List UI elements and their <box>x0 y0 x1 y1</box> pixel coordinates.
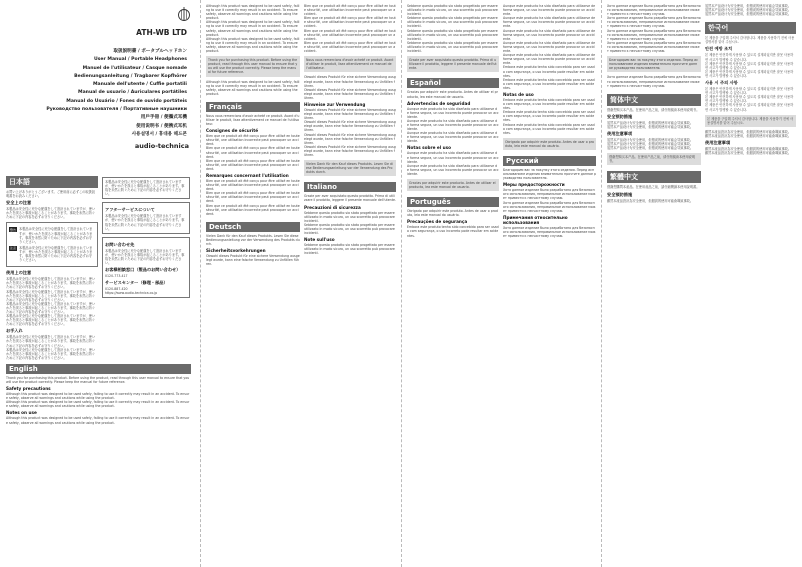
spanish-note-text: Gracias por adquirir este producto. Antes de utilizar el producto, lea este manual de usuario. <box>409 181 496 190</box>
chinese-simplified-cont-3: 虽然本产品设计为安全使用，但错误的使用可能会导致事故。 <box>705 12 792 17</box>
manual-title: 取扱説明書 / ポータブルヘッドホン <box>113 49 187 54</box>
italian-cont-2: Sebbene questo prodotto sia stato progettato per essere utilizzato in modo sicuro, un uso scorretto può provocare incidenti. <box>407 16 498 29</box>
japanese-intro: お買い上げありがとうございます。ご使用前に必ずこの取扱説明書をお読みください。 <box>6 190 95 199</box>
italian-heading: Italiano <box>304 182 396 192</box>
inquiry-customer-title: お客様相談窓口（製品のお問い合わせ） <box>105 267 181 273</box>
manual-title: Руководство пользователя / Портативные наушники <box>46 107 187 113</box>
korean-notes-text: 본 제품은 안전하게 사용할 수 있도록 설계되었지만 잘못 사용하면 사고가 발생할 수 있습니다. <box>705 87 794 96</box>
french-note-text: Nous vous remercions d'avoir acheté ce produit. Avant d'utiliser le produit, lisez attentivement ce manuel de l'utilisateur. <box>306 58 394 71</box>
spanish-notes-text-2: Aunque este producto ha sido diseñado para utilizarse de forma segura, un uso incorrecto puede provocar un accidente. <box>407 163 499 176</box>
spanish-notes-text: Aunque este producto ha sido diseñado para utilizarse de forma segura, un uso incorrecto puede provocar un accidente. <box>407 151 499 164</box>
japanese-usage-text-3: 本製品は安全性に充分な配慮をして設計されていますが、使いかたを誤ると事故が起こることがあります。事故を未然に防ぐために下記の内容を必ずお守りください。 <box>6 301 96 314</box>
warning-box <box>6 222 98 267</box>
french-heading: Français <box>206 102 300 112</box>
russian-cont-3: Хотя данное изделие было разработано для безопасного использования, неправильное использование может привести к несчастному случаю. <box>607 28 701 41</box>
portuguese-safety-title: Precauções de segurança <box>407 219 468 225</box>
french-cont-4: Bien que ce produit ait été conçu pour être utilisé en toute sécurité, une utilisation incorrecte peut provoquer un accident. <box>304 40 396 54</box>
german-safety-title: Sicherheitsvorkehrungen <box>206 248 266 254</box>
korean-notes-text-3: 본 제품은 안전하게 사용할 수 있도록 설계되었지만 잘못 사용하면 사고가 발생할 수 있습니다. <box>705 103 794 112</box>
inquiry-text: 本製品は安全性に充分な配慮をして設計されていますが、使いかたを誤ると事故が起こることがあります。事故を未然に防ぐために下記の内容を必ずお守りください。 <box>105 248 185 266</box>
japanese-care-title: お手入れ <box>6 328 23 334</box>
german-notes-text-3: Obwohl dieses Produkt für eine sichere Verwendung ausgelegt wurde, kann eine falsche Verwendung zu Unfällen führen. <box>304 132 396 145</box>
french-cont-2: Bien que ce produit ait été conçu pour être utilisé en toute sécurité, une utilisation incorrecte peut provoquer un accident. <box>304 16 396 29</box>
japanese-note-box <box>102 177 190 199</box>
japanese-care-text-2: 本製品は安全性に充分な配慮をして設計されていますが、使いかたを誤ると事故が起こることがあります。事故を未然に防ぐために下記の内容を必ずお守りください。 <box>6 347 96 360</box>
russian-heading: Русский <box>503 156 596 166</box>
italian-note-box <box>407 56 499 72</box>
manual-title: 使用说明书 / 便携式耳机 <box>136 123 187 129</box>
italian-intro: Grazie per aver acquistato questo prodotto. Prima di utilizzare il prodotto, leggere il presente manuale dell'utente. <box>304 194 396 203</box>
inquiry-box <box>102 237 190 299</box>
portuguese-cont-2: Embora este produto tenha sido concebido para ser usado com segurança, o uso incorreto pode resultar em acidentes. <box>503 77 595 90</box>
portuguese-heading: Português <box>407 197 499 207</box>
fold-line <box>200 0 201 567</box>
italian-safety-title: Precauzioni di sicurezza <box>304 204 361 210</box>
german-heading: Deutsch <box>206 222 300 232</box>
russian-cont-2: Хотя данное изделие было разработано для безопасного использования, неправильное использование может привести к несчастному случаю. <box>607 16 701 29</box>
chinese-traditional-safety-title: 安全預防措施 <box>607 191 633 197</box>
portuguese-cont: Embora este produto tenha sido concebido para ser usado com segurança, o uso incorreto pode resultar em acidentes. <box>503 65 595 78</box>
manual-titles <box>12 48 187 139</box>
chinese-simplified-safety-text-2: 虽然本产品设计为安全使用，但错误的使用可能会导致事故。 <box>607 124 694 129</box>
spanish-cont-2: Aunque este producto ha sido diseñado para utilizarse de forma segura, un uso incorrecto puede provocar un accidente. <box>503 16 596 29</box>
after-service-text: 本製品は安全性に充分な配慮をして設計されていますが、使いかたを誤ると事故が起こることがあります。事故を未然に防ぐために下記の内容を必ずお守りください。 <box>105 214 185 231</box>
english-heading: English <box>6 364 191 374</box>
chinese-simplified-cont: 虽然本产品设计为安全使用，但错误的使用可能会导致事故。 <box>705 4 792 8</box>
russian-notes-title: Примечания относительно использования <box>503 214 568 225</box>
chinese-simplified-notes-text: 虽然本产品设计为安全使用，但错误的使用可能会导致事故。 <box>607 137 694 142</box>
cover-area <box>6 4 191 164</box>
korean-notes-title: 사용 시 주의 사항 <box>705 80 738 86</box>
after-service-box <box>102 202 190 233</box>
japanese-note-text: 本製品は安全性に充分な配慮をして設計されていますが、使いかたを誤ると事故が起こることがあります。事故を未然に防ぐために下記の内容を必ずお守りください。 <box>105 180 185 197</box>
french-safety-text: Bien que ce produit ait été conçu pour être utilisé en toute sécurité, une utilisation incorrecte peut provoquer un accident. <box>206 134 300 147</box>
spanish-cont: Aunque este producto ha sido diseñado para utilizarse de forma segura, un uso incorrecto puede provocar un accidente. <box>503 4 596 17</box>
english-note-text: Thank you for purchasing this product. Before using the product, read through this user manual to ensure that you will use the product correctly. Please keep the manual for future reference. <box>208 58 298 75</box>
portuguese-notes-text: Embora este produto tenha sido concebido para ser usado com segurança, o uso incorreto pode resultar em acidentes. <box>503 97 595 111</box>
korean-heading: 한국어 <box>705 22 796 34</box>
japanese-usage-text-4: 本製品は安全性に充分な配慮をして設計されていますが、使いかたを誤ると事故が起こることがあります。事故を未然に防ぐために下記の内容を必ずお守りください。 <box>6 314 96 327</box>
italian-cont: Sebbene questo prodotto sia stato progettato per essere utilizzato in modo sicuro, un uso scorretto può provocare incidenti. <box>407 4 498 17</box>
spanish-safety-text: Aunque este producto ha sido diseñado para utilizarse de forma segura, un uso incorrecto puede provocar un accidente. <box>407 106 499 119</box>
russian-safety-text-2: Хотя данное изделие было разработано для безопасного использования, неправильное использование может привести к несчастному случаю. <box>503 200 596 213</box>
english-notes-cont-4: Although this product was designed to be used safely, failing to use it correctly may result in an accident. To ensure safety, observe all warnings and cautions while using the product. <box>206 79 300 96</box>
german-note-box <box>304 160 396 176</box>
manual-title: Manual do Usuário / Fones de ouvido portáteis <box>66 98 187 104</box>
japanese-usage-text: 本製品は安全性に充分な配慮をして設計されていますが、使いかたを誤ると事故が起こることがあります。事故を未然に防ぐために下記の内容を必ずお守りください。 <box>6 277 96 290</box>
french-notes-title: Remarques concernant l'utilisation <box>206 173 289 178</box>
english-notes-title: Notes on use <box>6 410 37 416</box>
french-note-box <box>304 56 396 72</box>
german-notes-title: Hinweise zur Verwendung <box>304 101 366 107</box>
chinese-simplified-note-text: 感谢您购买本产品。在使用产品之前，请仔细阅读本使用说明书。 <box>609 155 696 164</box>
korean-note-box <box>705 115 796 127</box>
brand-name: audio-technica <box>134 142 189 150</box>
korean-notes-text-2: 본 제품은 안전하게 사용할 수 있도록 설계되었지만 잘못 사용하면 사고가 발생할 수 있습니다. <box>705 95 794 104</box>
korean-safety-text-3: 본 제품은 안전하게 사용할 수 있도록 설계되었지만 잘못 사용하면 사고가 발생할 수 있습니다. <box>705 69 794 78</box>
caution-text: 本製品は安全性に充分な配慮をして設計されていますが、使いかたを誤ると事故が起こることがあります。事故を未然に防ぐために下記の内容を必ずお守りください。 <box>19 245 93 263</box>
french-cont-3: Bien que ce produit ait été conçu pour être utilisé en toute sécurité, une utilisation incorrecte peut provoquer un accident. <box>304 28 396 41</box>
spanish-note-box <box>407 179 499 191</box>
japanese-usage-title: 使用上の注意 <box>6 270 32 276</box>
portuguese-notes-text-2: Embora este produto tenha sido concebido para ser usado com segurança, o uso incorreto pode resultar em acidentes. <box>503 110 595 123</box>
russian-note-text: Благодарим вас за покупку этого изделия. Перед использованием изделия внимательно прочтите данное руководство пользователя. <box>609 58 699 71</box>
german-notes-text-4: Obwohl dieses Produkt für eine sichere Verwendung ausgelegt wurde, kann eine falsche Verwendung zu Unfällen führen. <box>304 144 396 157</box>
japanese-heading: 日本語 <box>6 176 98 188</box>
italian-notes-title: Note sull'uso <box>304 237 335 243</box>
chinese-simplified-intro: 感谢您购买本产品。在使用产品之前，请仔细阅读本使用说明书。 <box>607 107 700 112</box>
spanish-cont-4: Aunque este producto ha sido diseñado para utilizarse de forma segura, un uso incorrecto puede provocar un accidente. <box>503 40 596 54</box>
chinese-traditional-cont: 雖然本產品設計為安全使用，但錯誤的使用可能會導致事故。 <box>705 129 792 134</box>
manual-title: Manual de usuario / Auriculares portátiles <box>78 90 187 96</box>
spanish-cont-3: Aunque este producto ha sido diseñado para utilizarse de forma segura, un uso incorrecto puede provocar un accidente. <box>503 28 596 41</box>
panel-spanish-portuguese <box>403 0 600 567</box>
japanese-usage-text-2: 本製品は安全性に充分な配慮をして設計されていますが、使いかたを誤ると事故が起こることがあります。事故を未然に防ぐために下記の内容を必ずお守りください。 <box>6 289 96 302</box>
japanese-safety-title: 安全上の注意 <box>6 200 32 206</box>
german-intro: Vielen Dank für den Kauf dieses Produkts. Lesen Sie diese Bedienungsanleitung vor der Verwendung des Produkts durch. <box>206 233 300 247</box>
french-safety-title: Consignes de sécurité <box>206 128 259 134</box>
warning-text: 本製品は安全性に充分な配慮をして設計されていますが、使いかたを誤ると事故が起こることがあります。事故を未然に防ぐために下記の内容を必ずお守りください。 <box>19 227 93 244</box>
spanish-safety-text-3: Aunque este producto ha sido diseñado para utilizarse de forma segura, un uso incorrecto puede provocar un accidente. <box>407 131 499 144</box>
korean-note-text: 본 제품을 구입해 주셔서 감사합니다. 제품을 사용하기 전에 사용설명서를 읽어 주십시오. <box>707 116 794 125</box>
chinese-traditional-heading: 繁體中文 <box>607 171 701 183</box>
caution-icon: 注意 <box>10 246 17 251</box>
inquiry-phone: 0120-773-417 <box>105 274 128 279</box>
chinese-simplified-notes-text-2: 虽然本产品设计为安全使用，但错误的使用可能会导致事故。 <box>607 142 694 147</box>
french-notes-text: Bien que ce produit ait été conçu pour être utilisé en toute sécurité, une utilisation incorrecte peut provoquer un accident. <box>206 179 300 192</box>
english-safety-text: Although this product was designed to be used safely, failing to use it correctly may result in an accident. To ensure safety, observe all warnings and cautions while using the product. <box>6 392 190 401</box>
russian-notes-text: Хотя данное изделие было разработано для безопасного использования, неправильное использование может привести к несчастному случаю. <box>503 225 596 239</box>
german-note-text: Vielen Dank für den Kauf dieses Produkts. Lesen Sie diese Bedienungsanleitung vor der Verwendung des Produkts durch. <box>306 162 393 175</box>
portuguese-note-text: Obrigado por adquirir este produto. Antes de usar o produto, leia este manual do usuário. <box>505 139 594 148</box>
german-notes-text-2: Obwohl dieses Produkt für eine sichere Verwendung ausgelegt wurde, kann eine falsche Verwendung zu Unfällen führen. <box>304 120 396 133</box>
english-safety-title: Safety precautions <box>6 386 51 392</box>
russian-safety-title: Меры предосторожности <box>503 182 565 188</box>
chinese-simplified-notes-title: 使用注意事项 <box>607 130 633 136</box>
english-notes-cont-2: Although this product was designed to be used safely, failing to use it correctly may result in an accident. To ensure safety, observe all warnings and cautions while using the product. <box>206 20 300 37</box>
korean-safety-text: 본 제품은 안전하게 사용할 수 있도록 설계되었지만 잘못 사용하면 사고가 발생할 수 있습니다. <box>705 53 794 62</box>
korean-safety-text-2: 본 제품은 안전하게 사용할 수 있도록 설계되었지만 잘못 사용하면 사고가 발생할 수 있습니다. <box>705 61 794 70</box>
spanish-safety-title: Advertencias de seguridad <box>407 100 471 106</box>
russian-cont-4: Хотя данное изделие было разработано для безопасного использования, неправильное использование может привести к несчастному случаю. <box>607 40 701 54</box>
german-safety-text: Obwohl dieses Produkt für eine sichere Verwendung ausgelegt wurde, kann eine falsche Verwendung zu Unfällen führen. <box>206 254 300 267</box>
spanish-intro: Gracias por adquirir este producto. Antes de utilizar el producto, lea este manual de usuario. <box>407 90 498 99</box>
chinese-simplified-heading: 简体中文 <box>607 94 701 106</box>
english-notes-text: Although this product was designed to be used safely, failing to use it correctly may result in an accident. To ensure safety, observe all warnings and cautions while using the product. <box>6 416 190 425</box>
english-note-box <box>206 56 300 76</box>
fold-line <box>601 0 602 567</box>
japanese-safety-text: 本製品は安全性に充分な配慮をして設計されていますが、使いかたを誤ると事故が起こることがあります。事故を未然に防ぐために下記の内容を必ずお守りください。 <box>6 207 96 220</box>
portuguese-safety-text: Embora este produto tenha sido concebido para ser usado com segurança, o uso incorreto pode resultar em acidentes. <box>407 225 499 238</box>
italian-note-text: Grazie per aver acquistato questo prodotto. Prima di utilizzare il prodotto, leggere il presente manuale dell'utente. <box>409 58 497 71</box>
model-number: ATH-WB LTD <box>136 28 187 37</box>
french-safety-text-2: Bien que ce produit ait été conçu pour être utilisé en toute sécurité, une utilisation incorrecte peut provoquer un accident. <box>206 146 300 159</box>
inquiry-url: https://www.audio-technica.co.jp <box>105 291 158 296</box>
spanish-notes-title: Notas sobre el uso <box>407 145 451 151</box>
english-intro: Thank you for purchasing this product. Before using the product, read through this user manual to ensure that you will use the product correctly. Please keep the manual for future reference. <box>6 375 190 384</box>
portuguese-notes-text-3: Embora este produto tenha sido concebido para ser usado com segurança, o uso incorreto pode resultar em acidentes. <box>503 122 595 135</box>
russian-note-box <box>607 56 701 72</box>
chinese-traditional-notes-title: 使用注意事項 <box>705 139 731 145</box>
inquiry-phone-2: 0120-887-420 <box>105 287 128 292</box>
italian-safety-text: Sebbene questo prodotto sia stato progettato per essere utilizzato in modo sicuro, un uso scorretto può provocare incidenti. <box>304 210 395 223</box>
manual-title: 사용설명서 / 휴대용 헤드폰 <box>131 131 187 137</box>
panel-french-german <box>202 0 400 567</box>
spanish-cont-5: Aunque este producto ha sido diseñado para utilizarse de forma segura, un uso incorrecto puede provocar un accidente. <box>503 53 596 66</box>
warning-icon: 警告 <box>10 227 17 232</box>
korean-intro: 본 제품을 구입해 주셔서 감사합니다. 제품을 사용하기 전에 사용설명서를 읽어 주십시오. <box>705 36 795 45</box>
manual-title: Bedienungsanleitung / Tragbarer Kopfhörer <box>74 73 187 79</box>
fold-line <box>401 0 402 567</box>
chinese-simplified-notes-text-3: 虽然本产品设计为安全使用，但错误的使用可能会导致事故。 <box>607 146 694 151</box>
french-intro: Nous vous remercions d'avoir acheté ce produit. Avant d'utiliser le produit, lisez attentivement ce manuel de l'utilisateur. <box>206 113 300 127</box>
german-cont-2: Obwohl dieses Produkt für eine sichere Verwendung ausgelegt wurde, kann eine falsche Verwendung zu Unfällen führen. <box>304 87 396 100</box>
italian-notes-text: Sebbene questo prodotto sia stato progettato per essere utilizzato in modo sicuro, un uso scorretto può provocare incidenti. <box>304 243 395 256</box>
manual-title: Manuel de l'utilisateur / Casque nomade <box>82 65 187 71</box>
portuguese-note-box <box>503 138 596 150</box>
french-cont: Bien que ce produit ait été conçu pour être utilisé en toute sécurité, une utilisation incorrecte peut provoquer un accident. <box>304 4 396 17</box>
chinese-traditional-cont-2: 雖然本產品設計為安全使用，但錯誤的使用可能會導致事故。 <box>705 133 792 138</box>
english-notes-cont: Although this product was designed to be used safely, failing to use it correctly may result in an accident. To ensure safety, observe all warnings and cautions while using the product. <box>206 4 300 21</box>
french-safety-text-3: Bien que ce produit ait été conçu pour être utilisé en toute sécurité, une utilisation incorrecte peut provoquer un accident. <box>206 158 300 171</box>
japanese-care-text: 本製品は安全性に充分な配慮をして設計されていますが、使いかたを誤ると事故が起こることがあります。事故を未然に防ぐために下記の内容を必ずお守りください。 <box>6 335 96 348</box>
italian-cont-3: Sebbene questo prodotto sia stato progettato per essere utilizzato in modo sicuro, un uso scorretto può provocare incidenti. <box>407 28 498 41</box>
russian-intro: Благодарим вас за покупку этого изделия. Перед использованием изделия внимательно прочтите данное руководство пользователя. <box>503 168 596 181</box>
russian-cont: Хотя данное изделие было разработано для безопасного использования, неправильное использование может привести к несчастному случаю. <box>607 4 701 17</box>
manual-title: User Manual / Portable Headphones <box>93 57 187 63</box>
manual-title: 用戶手冊 / 便攜式耳機 <box>140 115 187 121</box>
chinese-traditional-notes-text: 雖然本產品設計為安全使用，但錯誤的使用可能會導致事故。 <box>705 146 792 151</box>
inquiry-service-title: サービスセンター（修理・部品） <box>105 280 168 286</box>
chinese-traditional-safety-text: 雖然本產品設計為安全使用，但錯誤的使用可能會導致事故。 <box>607 198 694 203</box>
chinese-simplified-cont-2: 虽然本产品设计为安全使用，但错误的使用可能会导致事故。 <box>705 8 792 13</box>
russian-cont-5: Хотя данное изделие было разработано для безопасного использования, неправильное использование может привести к несчастному случаю. <box>607 75 701 88</box>
italian-cont-4: Sebbene questo prodotto sia stato progettato per essere utilizzato in modo sicuro, un uso scorretto può provocare incidenti. <box>407 40 498 54</box>
chinese-simplified-safety-title: 安全预防措施 <box>607 113 633 119</box>
french-notes-text-2: Bien que ce produit ait été conçu pour être utilisé en toute sécurité, une utilisation incorrecte peut provoquer un accident. <box>206 191 300 204</box>
chinese-traditional-notes-text-2: 雖然本產品設計為安全使用，但錯誤的使用可能會導致事故。 <box>705 151 792 156</box>
manual-title: Manuale dell'utente / Cuffie portatili <box>92 82 187 88</box>
chinese-simplified-safety-text: 虽然本产品设计为安全使用，但错误的使用可能会导致事故。 <box>607 120 694 125</box>
panel-asian-languages <box>603 0 800 567</box>
portuguese-notes-title: Notas de uso <box>503 91 534 97</box>
audio-technica-logo-icon <box>177 6 191 22</box>
spanish-safety-text-2: Aunque este producto ha sido diseñado para utilizarse de forma segura, un uso incorrecto puede provocar un accidente. <box>407 118 499 132</box>
german-notes-text: Obwohl dieses Produkt für eine sichere Verwendung ausgelegt wurde, kann eine falsche Verwendung zu Unfällen führen. <box>304 107 396 121</box>
russian-safety-text: Хотя данное изделие было разработано для безопасного использования, неправильное использование может привести к несчастному случаю. <box>503 188 596 201</box>
spanish-heading: Español <box>407 78 499 88</box>
chinese-simplified-note-box <box>607 153 701 165</box>
english-safety-text-2: Although this product was designed to be used safely, failing to use it correctly may result in an accident. To ensure safety, observe all warnings and cautions while using the product. <box>6 400 190 409</box>
german-cont: Obwohl dieses Produkt für eine sichere Verwendung ausgelegt wurde, kann eine falsche Verwendung zu Unfällen führen. <box>304 75 396 88</box>
portuguese-intro: Obrigado por adquirir este produto. Antes de usar o produto, leia este manual do usuário. <box>407 209 498 218</box>
english-notes-cont-3: Although this product was designed to be used safely, failing to use it correctly may result in an accident. To ensure safety, observe all warnings and cautions while using the product. <box>206 36 300 54</box>
panel-cover-japanese <box>0 0 197 567</box>
korean-safety-title: 안전 예방 조치 <box>705 46 733 52</box>
french-notes-text-3: Bien que ce produit ait été conçu pour être utilisé en toute sécurité, une utilisation incorrecte peut provoquer un accident. <box>206 203 300 216</box>
chinese-traditional-intro: 感謝您購買本產品。在使用產品之前，請仔細閱讀本使用說明書。 <box>607 185 700 190</box>
italian-safety-text-2: Sebbene questo prodotto sia stato progettato per essere utilizzato in modo sicuro, un uso scorretto può provocare incidenti. <box>304 222 395 236</box>
after-service-title: アフターサービスについて <box>105 207 155 213</box>
inquiry-title: お問い合わせ先 <box>105 241 135 247</box>
